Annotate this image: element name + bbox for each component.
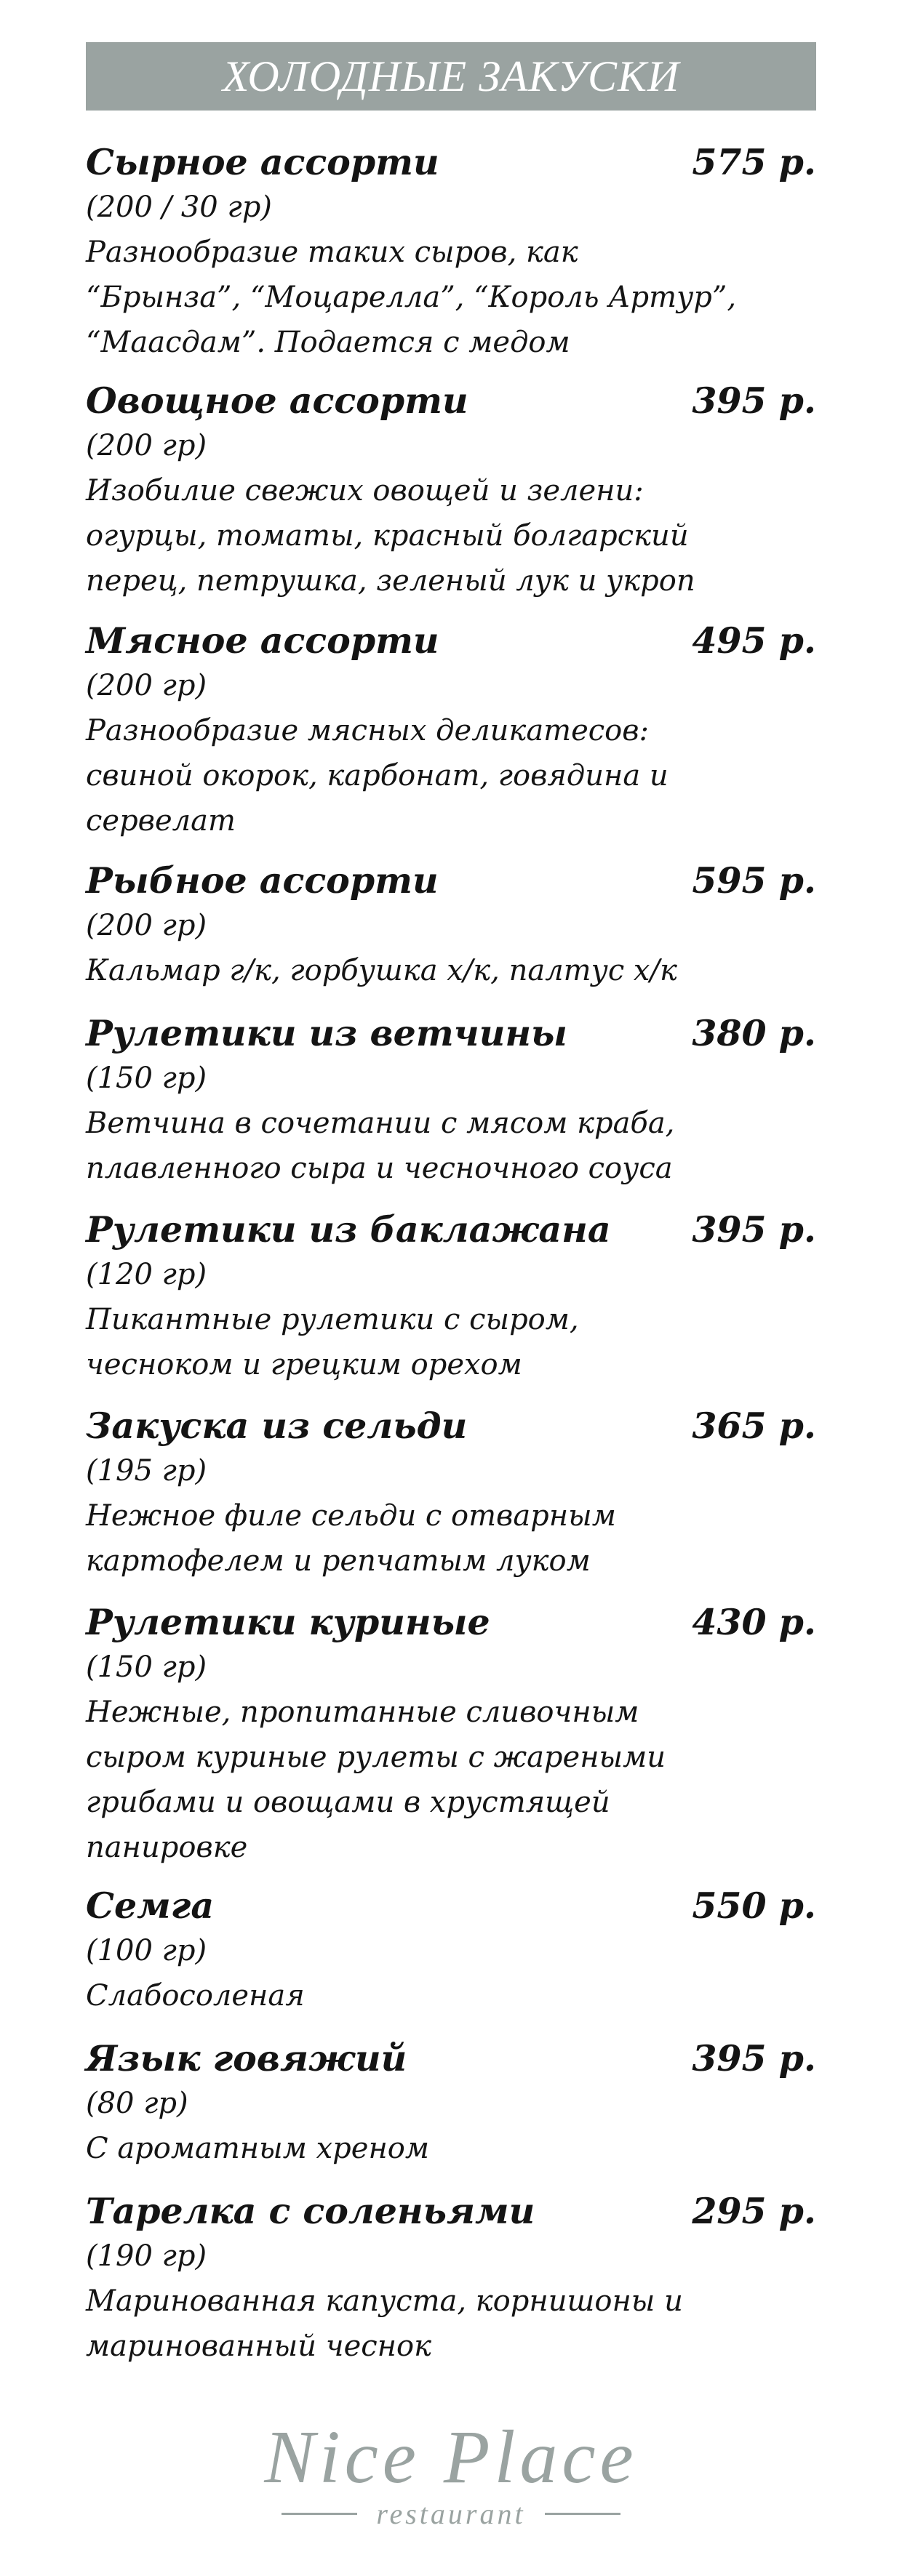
- menu-item-header: [86, 618, 816, 663]
- menu-item-weight: (150 гр): [86, 1062, 207, 1095]
- menu-item-description-line: картофелем и репчатым луком: [86, 1544, 591, 1578]
- logo-name: Nice Place: [264, 2415, 638, 2499]
- menu-item-description-line: С ароматным хреном: [86, 2132, 430, 2165]
- menu-item-header: [86, 1011, 816, 1056]
- menu-item-name: Рулетики из баклажана: [86, 1208, 611, 1251]
- menu-item: [86, 618, 816, 843]
- menu-item-header: [86, 378, 816, 423]
- menu-item-description-line: Нежное филе сельди с отварным: [86, 1499, 616, 1533]
- menu-item-price: 595 р.: [692, 859, 816, 902]
- menu-item-description-line: Ветчина в сочетании с мясом краба,: [86, 1107, 675, 1140]
- menu-item-header: [86, 1883, 816, 1928]
- menu-item-name: Рулетики из ветчины: [86, 1012, 567, 1054]
- menu-item-header: [86, 1207, 816, 1252]
- menu-item-weight: (190 гр): [86, 2239, 207, 2273]
- menu-item-name: Язык говяжий: [86, 2037, 407, 2079]
- menu-item-description-line: грибами и овощами в хрустящей: [86, 1786, 610, 1819]
- menu-item: [86, 140, 816, 365]
- menu-item-weight: (200 гр): [86, 669, 207, 702]
- menu-item: [86, 858, 816, 993]
- menu-item: [86, 2036, 816, 2171]
- menu-item-name: Семга: [86, 1885, 215, 1927]
- logo-subtitle-row: [0, 2497, 902, 2531]
- menu-item-weight: (195 гр): [86, 1454, 207, 1488]
- menu-item-description-line: Разнообразие мясных деликатесов:: [86, 714, 650, 747]
- menu-item-price: 395 р.: [692, 1208, 816, 1251]
- menu-item-name: Овощное ассорти: [86, 380, 468, 422]
- menu-item-description-line: сыром куриные рулеты с жареными: [86, 1741, 666, 1774]
- menu-item: [86, 1011, 816, 1191]
- menu-item-header: [86, 2188, 816, 2234]
- menu-item-description-line: Слабосоленая: [86, 1979, 305, 2013]
- menu-item-weight: (120 гр): [86, 1258, 207, 1291]
- menu-item-description-line: Пикантные рулетики с сыром,: [86, 1303, 579, 1336]
- menu-item: [86, 378, 816, 603]
- menu-item-description-line: Маринованная капуста, корнишоны и: [86, 2284, 683, 2318]
- menu-item-price: 495 р.: [692, 619, 816, 662]
- menu-item-name: Рыбное ассорти: [86, 859, 439, 902]
- menu-item-weight: (100 гр): [86, 1934, 207, 1967]
- menu-item-description-line: свиной окорок, карбонат, говядина и: [86, 759, 668, 793]
- menu-item-description-line: “Маасдам”. Подается с медом: [86, 326, 570, 359]
- menu-item-weight: (200 гр): [86, 909, 207, 942]
- menu-item-description-line: сервелат: [86, 804, 236, 838]
- menu-item-header: [86, 140, 816, 185]
- menu-item: [86, 1207, 816, 1387]
- menu-item-description-line: маринованный чеснок: [86, 2330, 431, 2363]
- menu-item-description-line: плавленного сыра и чесночного соуса: [86, 1152, 673, 1185]
- menu-item-description-line: перец, петрушка, зеленый лук и укроп: [86, 564, 695, 598]
- logo-subtitle: restaurant: [376, 2497, 526, 2530]
- menu-item-header: [86, 1600, 816, 1645]
- menu-item-price: 365 р.: [692, 1405, 816, 1447]
- menu-item-header: [86, 858, 816, 903]
- restaurant-logo: [0, 2414, 902, 2531]
- menu-item-name: Мясное ассорти: [86, 619, 439, 662]
- menu-item-description-line: огурцы, томаты, красный болгарский: [86, 519, 689, 553]
- menu-item-weight: (150 гр): [86, 1650, 207, 1684]
- menu-item-name: Тарелка с соленьями: [86, 2190, 535, 2232]
- section-title: ХОЛОДНЫЕ ЗАКУСКИ: [222, 52, 680, 100]
- menu-item-name: Закуска из сельди: [86, 1405, 468, 1447]
- menu-item-description-line: Нежные, пропитанные сливочным: [86, 1696, 639, 1729]
- menu-item-price: 380 р.: [692, 1012, 816, 1054]
- menu-item-price: 295 р.: [692, 2190, 816, 2232]
- logo-divider-left: [282, 2513, 357, 2515]
- menu-item-description-line: Разнообразие таких сыров, как: [86, 236, 578, 269]
- menu-item: [86, 1600, 816, 1870]
- menu-item: [86, 1883, 816, 2018]
- menu-item: [86, 1403, 816, 1584]
- menu-item-weight: (80 гр): [86, 2087, 188, 2120]
- menu-item-price: 575 р.: [692, 141, 816, 183]
- logo-divider-right: [545, 2513, 620, 2515]
- menu-item: [86, 2188, 816, 2369]
- menu-item-header: [86, 2036, 816, 2081]
- menu-item-weight: (200 / 30 гр): [86, 190, 272, 224]
- menu-item-price: 395 р.: [692, 2037, 816, 2079]
- section-header: [86, 42, 816, 111]
- menu-item-price: 550 р.: [692, 1885, 816, 1927]
- menu-item-price: 430 р.: [692, 1601, 816, 1643]
- menu-item-description-line: Кальмар г/к, горбушка х/к, палтус х/к: [86, 954, 677, 987]
- menu-item-header: [86, 1403, 816, 1448]
- menu-item-name: Сырное ассорти: [86, 141, 439, 183]
- menu-item-weight: (200 гр): [86, 429, 207, 462]
- menu-item-price: 395 р.: [692, 380, 816, 422]
- menu-item-description-line: панировке: [86, 1831, 248, 1864]
- menu-item-name: Рулетики куриные: [86, 1601, 490, 1643]
- menu-item-description-line: чесноком и грецким орехом: [86, 1348, 522, 1381]
- menu-item-description-line: Изобилие свежих овощей и зелени:: [86, 474, 644, 507]
- menu-item-description-line: “Брынза”, “Моцарелла”, “Король Артур”,: [86, 281, 737, 314]
